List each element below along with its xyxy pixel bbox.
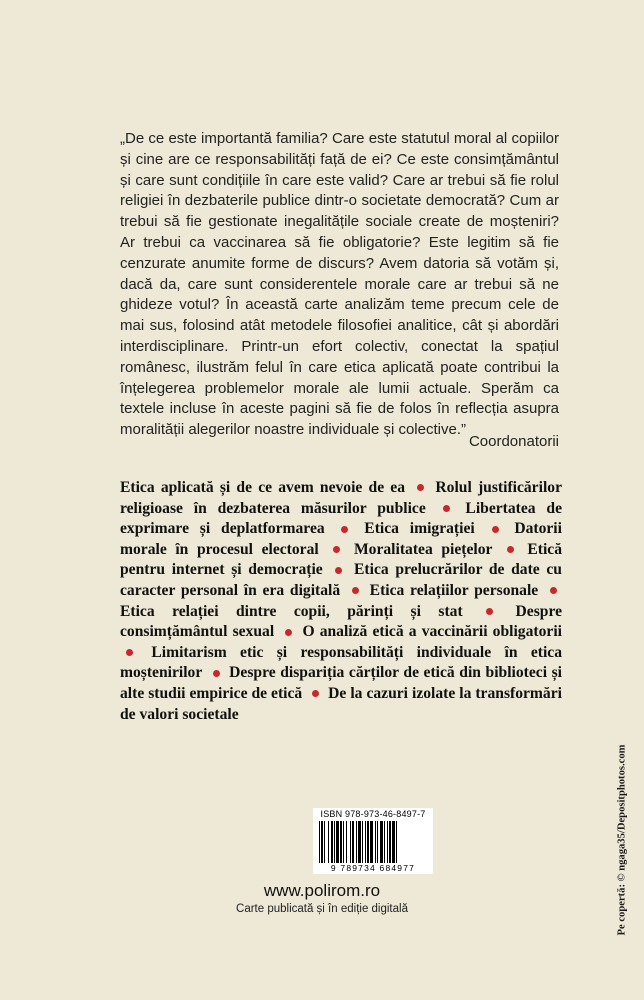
barcode-digits: 9 789734 684977 (330, 863, 416, 873)
bullet-separator-icon (341, 526, 348, 533)
bullet-separator-icon (213, 670, 220, 677)
bullet-separator-icon (486, 608, 493, 615)
contents-item: Rolul justificărilor religioase în dezbaterea măsurilor publice (120, 479, 562, 517)
blurb-text: „De ce este importantă familia? Care este statutul moral al copiilor și cine are ce responsabilități față de ei? Ce este consimțământul și care sunt condițiile în care este valid? Care ar trebui să fie rolul religiei în dezbaterile publice dintr-o societate democrată? Cum ar trebui să fie gestionate inegalitățile sociale create de moșteniri? Ar trebui ca vaccinarea să fie obligatorie? Este legitim să fie cenzurate anumite forme de discurs? Avem datoria să votăm și, dacă da, care sunt considerentele morale care ar trebui să ne ghideze votul? În această carte analizăm teme precum cele de mai sus, folosind atât metodele filosofiei analitice, cât și abordări interdisciplinare. Printr-un efort colectiv, conectat la spațiul românesc, ilustrăm felul în care etica aplicată poate contribui la înțelegerea problemelor morale ale lumii actuale. Sperăm ca textele incluse în aceste pagini să fie de folos în reflecția asupra moralității alegerilor noastre individuale și colective.” (120, 130, 559, 439)
contents-item: Etica imigrației (364, 520, 475, 538)
contents-item: De la cazuri izolate la transformări de valori societale (120, 684, 562, 723)
isbn-label: ISBN 978-973-46-8497-7 (320, 809, 426, 819)
digital-edition-note: Carte publicată și în ediție digitală (236, 903, 408, 915)
contents-item: Etica aplicată și de ce avem nevoie de ea (120, 479, 406, 496)
barcode-icon (317, 821, 429, 863)
bullet-separator-icon (333, 546, 340, 553)
bullet-separator-icon (352, 587, 359, 594)
contents-item: Limitarism etic și responsabilități individuale în etica moștenirilor (120, 643, 562, 682)
contents-list (120, 478, 562, 725)
publisher-url: www.polirom.ro (263, 881, 381, 900)
bullet-separator-icon (285, 629, 292, 636)
bullet-separator-icon (507, 546, 514, 553)
contents-item: Despre dispariția cărților de etică din biblioteci și alte studii empirice de etică (120, 664, 563, 702)
bullet-separator-icon (443, 505, 450, 512)
cover-credit (612, 720, 632, 960)
contents-item: Etica relației dintre copii, părinți și stat (120, 602, 463, 620)
contents-item: Etica relațiilor personale (369, 581, 539, 599)
contents-item: Libertatea de exprimare și deplatformarea (120, 499, 562, 538)
bullet-separator-icon (335, 567, 342, 574)
bullet-separator-icon (126, 649, 133, 656)
isbn-barcode (313, 808, 433, 874)
contents-item: Datorii morale în procesul electoral (120, 520, 562, 558)
blurb-signature: Coordonatorii (468, 433, 559, 450)
contents-item: Etică pentru internet și democrație (120, 540, 563, 579)
bullet-separator-icon (417, 484, 424, 491)
contents-item: Etica prelucrărilor de date cu caracter personal în era digitală (120, 561, 562, 599)
contents-item: O analiză etică a vaccinării obligatorii (302, 623, 562, 641)
contents-item: Despre consimțământul sexual (120, 602, 562, 641)
contents-item: Moralitatea piețelor (353, 540, 493, 558)
cover-credit-text: Pe copertă: © ngaga35/Depositphotos.com (616, 744, 628, 936)
bullet-separator-icon (312, 690, 319, 697)
bullet-separator-icon (492, 526, 499, 533)
bullet-separator-icon (550, 587, 557, 594)
